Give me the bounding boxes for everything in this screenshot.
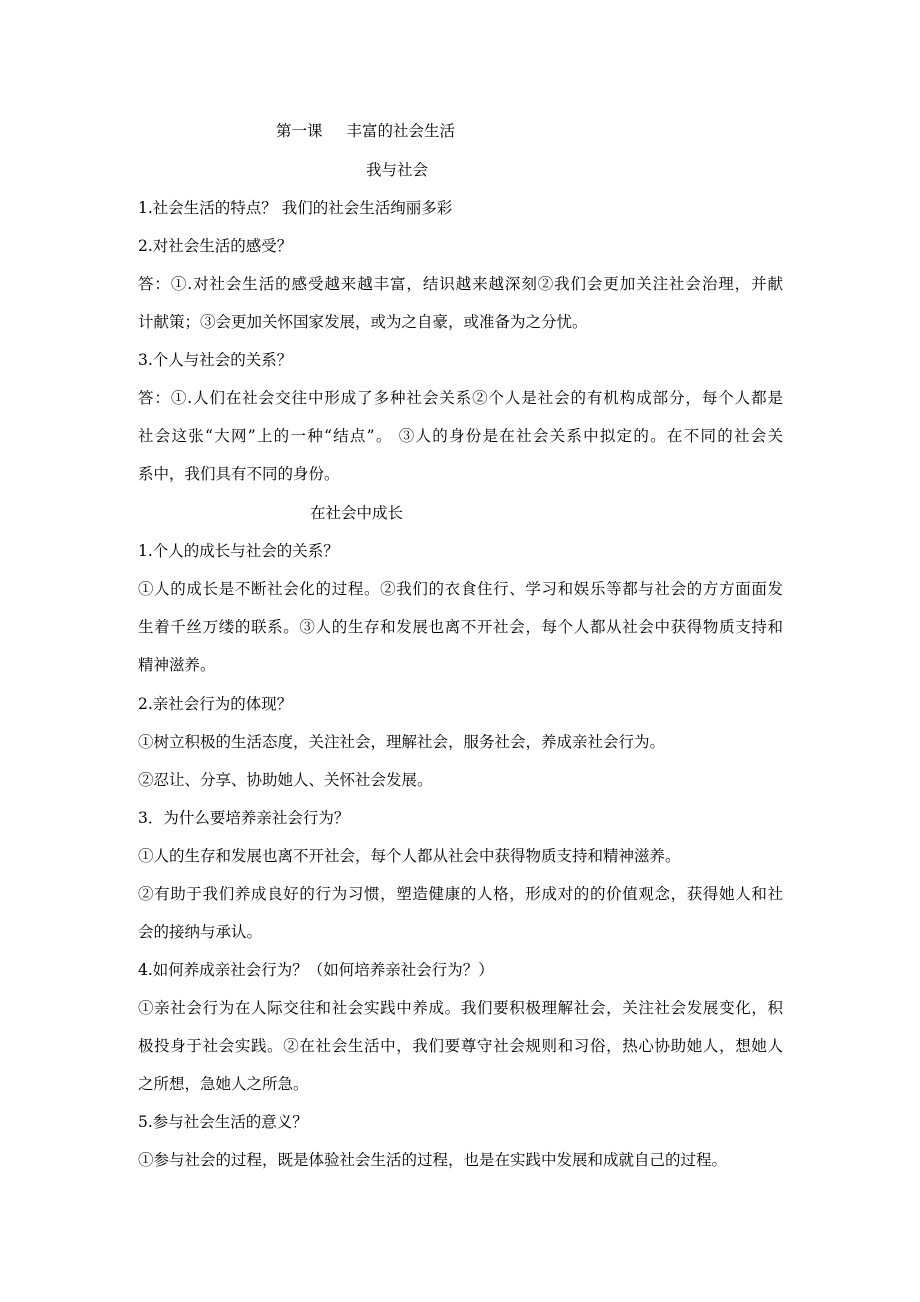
s2-answer-4-line-2: 极投身于社会实践。②在社会生活中，我们要尊守社会规则和习俗，热心协助她人，想她人	[138, 1037, 783, 1055]
lesson-name: 丰富的社会生活	[346, 122, 456, 140]
section-heading-me-and-society: 我与社会	[366, 161, 429, 179]
s2-question-3: 3．为什么要培养亲社会行为？	[138, 809, 350, 827]
s2-answer-2-line-1: ①树立积极的生活态度，关注社会，理解社会，服务社会，养成亲社会行为。	[138, 733, 666, 751]
s2-question-1: 1.个人的成长与社会的关系？	[138, 542, 339, 560]
question-3-individual-and-society: 3.个人与社会的关系？	[138, 351, 293, 369]
s2-answer-3-line-1: ①人的生存和发展也离不开社会，每个人都从社会中获得物质支持和精神滋养。	[138, 847, 681, 865]
s2-answer-1-line-1: ①人的成长是不断社会化的过程。②我们的衣食住行、学习和娱乐等都与社会的方方面面发	[138, 580, 783, 598]
answer-2-line-2: 计献策；③会更加关怀国家发展，或为之自豪，或准备为之分忧。	[138, 313, 588, 331]
s2-question-2: 2.亲社会行为的体现？	[138, 695, 293, 713]
s2-answer-2-line-2: ②忍让、分享、协助她人、关怀社会发展。	[138, 771, 433, 789]
s2-answer-3-line-2: ②有助于我们养成良好的行为习惯，塑造健康的人格，形成对的的价值观念，获得她人和社	[138, 885, 783, 903]
s2-question-4: 4.如何养成亲社会行为？（如何培养亲社会行为？）	[138, 961, 494, 979]
s2-answer-4-line-3: 之所想，急她人之所急。	[138, 1075, 309, 1093]
question-2-feelings: 2.对社会生活的感受？	[138, 237, 293, 255]
s2-answer-5-line-1: ①参与社会的过程，既是体验社会生活的过程，也是在实践中发展和成就自己的过程。	[138, 1151, 728, 1169]
s2-answer-4-line-1: ①亲社会行为在人际交往和社会实践中养成。我们要积极理解社会，关注社会发展变化，积	[138, 999, 783, 1017]
page-title	[276, 120, 455, 142]
s2-answer-1-line-2: 生着千丝万缕的联系。③人的生存和发展也离不开社会，每个人都从社会中获得物质支持和	[138, 618, 783, 636]
answer-2-line-1: 答：①.对社会生活的感受越来越丰富，结识越来越深刻②我们会更加关注社会治理，并献	[138, 275, 783, 293]
answer-3-line-3: 系中，我们具有不同的身份。	[138, 465, 340, 483]
s2-answer-3-line-3: 会的接纳与承认。	[138, 923, 263, 941]
lesson-number: 第一课	[276, 122, 323, 140]
answer-3-line-2: 社会这张“大网”上的一种“结点”。 ③人的身份是在社会关系中拟定的。在不同的社会关	[138, 427, 783, 445]
s2-answer-1-line-3: 精神滋养。	[138, 656, 216, 674]
question-1-society-features: 1.社会生活的特点？ 我们的社会生活绚丽多彩	[138, 199, 453, 217]
answer-3-line-1: 答：①.人们在社会交往中形成了多种社会关系②个人是社会的有机构成部分，每个人都是	[138, 389, 783, 407]
s2-question-5: 5.参与社会生活的意义？	[138, 1113, 308, 1131]
section-heading-growing-in-society: 在社会中成长	[310, 504, 404, 522]
